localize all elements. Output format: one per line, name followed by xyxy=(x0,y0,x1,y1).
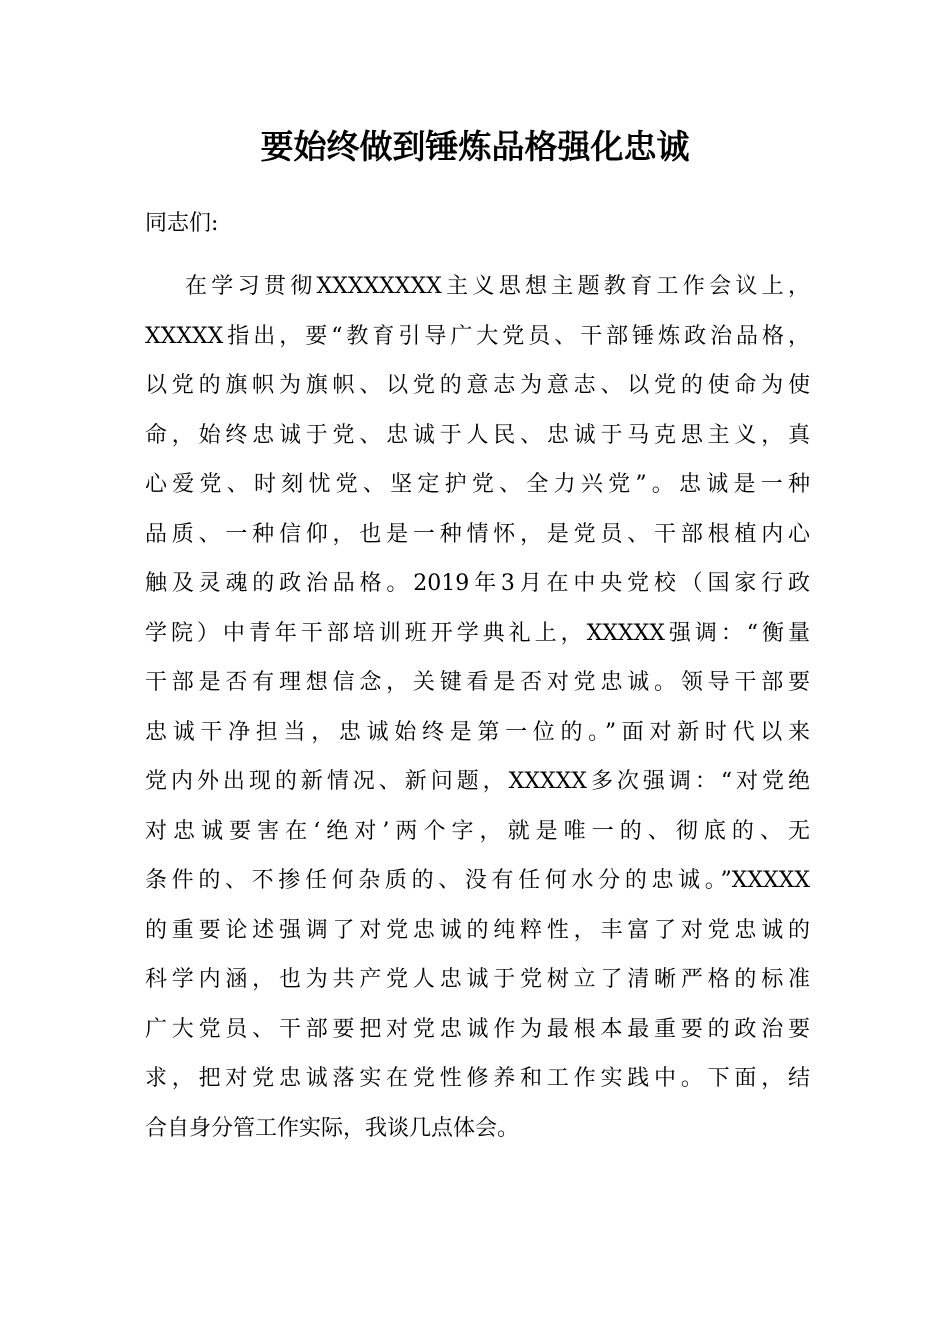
paragraph-line: 干部是否有理想信念，关键看是否对党忠诚。领导干部要 xyxy=(145,670,810,695)
paragraph-line: 在学习贯彻XXXXXXXX主义思想主题教育工作会议上， xyxy=(185,274,810,299)
paragraph-line: 的重要论述强调了对党忠诚的纯粹性，丰富了对党忠诚的 xyxy=(145,917,810,943)
paragraph-line: 心爱党、时刻忧党、坚定护党、全力兴党”。忠诚是一种 xyxy=(145,472,810,497)
paragraph-line: 品质、一种信仰，也是一种情怀，是党员、干部根植内心 xyxy=(145,521,810,547)
paragraph-line: 触及灵魂的政治品格。2019年3月在中央党校（国家行政 xyxy=(145,571,810,596)
document-title: 要始终做到锤炼品格强化忠诚 xyxy=(260,127,690,166)
body-paragraph xyxy=(145,262,810,1153)
paragraph-line: 忠诚干净担当，忠诚始终是第一位的。”面对新时代以来 xyxy=(145,719,810,745)
paragraph-line: XXXXX指出，要“教育引导广大党员、干部锤炼政治品格， xyxy=(145,323,810,349)
paragraph-line: 合自身分管工作实际，我谈几点体会。 xyxy=(145,1115,520,1141)
paragraph-line: 科学内涵，也为共产党人忠诚于党树立了清晰严格的标准 xyxy=(145,967,810,992)
salutation: 同志们: xyxy=(145,211,219,236)
paragraph-line: 求，把对党忠诚落实在党性修养和工作实践中。下面，结 xyxy=(145,1066,810,1091)
paragraph-line: 对忠诚要害在‘绝对’两个字，就是唯一的、彻底的、无 xyxy=(145,818,810,844)
paragraph-line: 学院）中青年干部培训班开学典礼上，XXXXX强调：“衡量 xyxy=(145,620,810,646)
paragraph-line: 广大党员、干部要把对党忠诚作为最根本最重要的政治要 xyxy=(145,1016,810,1042)
paragraph-line: 以党的旗帜为旗帜、以党的意志为意志、以党的使命为使 xyxy=(145,373,810,398)
paragraph-line: 命，始终忠诚于党、忠诚于人民、忠诚于马克思主义，真 xyxy=(145,422,810,448)
paragraph-line: 党内外出现的新情况、新问题，XXXXX多次强调：“对党绝 xyxy=(145,769,810,794)
paragraph-line: 条件的、不掺任何杂质的、没有任何水分的忠诚。”XXXXX xyxy=(145,868,810,893)
